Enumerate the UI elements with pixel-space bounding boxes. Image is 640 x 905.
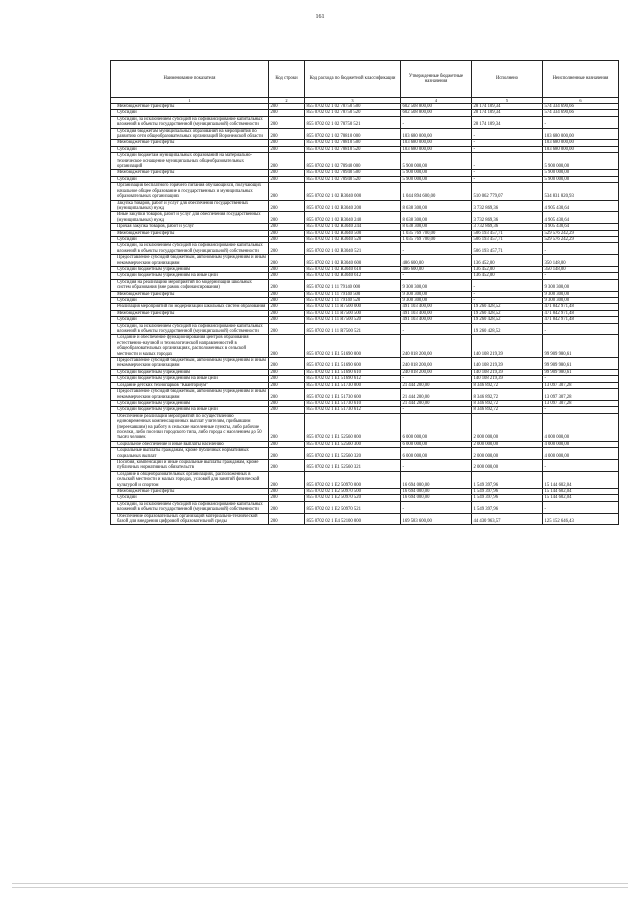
cell-name: Субсидии, за исключением субсидий на софинансирование капитальных вложений в объекты государственной (муниципальной) собственности [111,116,269,128]
cell-unexecuted: 5 900 000,00 [543,153,619,170]
cell-unexecuted: 15 144 602,04 [543,495,619,501]
cell-unexecuted: - [543,501,619,513]
cell-executed: 140 108 219,39 [472,376,543,382]
cell-row-code: 200 [269,200,305,212]
cell-budget-code: 855 0702 02 1 11 R7500 000 [305,304,401,310]
cell-name: Прочая закупка товаров, работ и услуг [111,224,269,230]
cell-approved: - [401,243,472,255]
cell-approved: 8 638 300,00 [401,200,472,212]
cell-approved: 103 680 000,00 [401,128,472,140]
cell-name: Субсидии [111,110,269,116]
budget-execution-table [110,60,619,525]
cell-executed: 136 452,00 [472,273,543,279]
cell-name: Предоставление субсидий бюджетным, автономным учреждениям и иным некоммерческим организациям [111,389,269,401]
cell-executed: 3 732 869,36 [472,212,543,224]
cell-executed: 1 549 397,96 [472,495,543,501]
cell-budget-code: 855 0702 02 1 02 78750 521 [305,116,401,128]
cell-approved: 6 000 000,00 [401,441,472,447]
cell-name: Межбюджетные трансферты [111,291,269,297]
cell-name: Межбюджетные трансферты [111,104,269,110]
cell-approved: 491 103 400,00 [401,310,472,316]
cell-approved: 103 680 000,00 [401,140,472,146]
cell-row-code: 200 [269,376,305,382]
cell-executed: 2 000 000,00 [472,459,543,471]
cell-unexecuted: 574 334 690,66 [543,104,619,110]
cell-name: Межбюджетные трансферты [111,140,269,146]
cell-row-code: 200 [269,400,305,406]
cell-executed: 19 260 428,52 [472,323,543,335]
cell-executed: 1 549 397,96 [472,489,543,495]
cell-unexecuted: 529 576 242,29 [543,236,619,242]
cell-name: Субсидии [111,236,269,242]
cell-name: Субсидии, за исключением субсидий на софинансирование капитальных вложений в объекты государственной (муниципальной) собственности [111,501,269,513]
cell-budget-code: 855 0702 02 1 02 78750 500 [305,104,401,110]
cell-budget-code: 855 0702 02 1 E1 52560 000 [305,413,401,441]
cell-budget-code: 855 0702 02 1 02 R3040 521 [305,243,401,255]
table-row [111,243,619,255]
cell-name: Субсидии, за исключением субсидий на софинансирование капитальных вложений в объекты государственной (муниципальной) собственности [111,323,269,335]
cell-unexecuted: 15 144 602,04 [543,471,619,488]
cell-row-code: 200 [269,513,305,525]
table-row [111,459,619,471]
cell-budget-code: 855 0702 02 1 E2 50970 000 [305,471,401,488]
cell-executed: 1 549 397,96 [472,501,543,513]
cell-name: Субсидии бюджетным учреждениям [111,369,269,375]
cell-approved: - [401,116,472,128]
cell-approved: 16 694 000,00 [401,471,472,488]
cell-row-code: 200 [269,441,305,447]
cell-executed: 2 000 000,00 [472,441,543,447]
cell-approved: 9 300 300,00 [401,279,472,291]
cell-row-code: 200 [269,291,305,297]
table-body [111,104,619,525]
cell-budget-code: 855 0702 02 1 11 79140 520 [305,298,401,304]
table-row [111,448,619,460]
cell-unexecuted: - [543,323,619,335]
cell-approved: 1 044 894 600,00 [401,183,472,200]
cell-budget-code: 855 0702 02 1 E1 51690 000 [305,335,401,358]
cell-name: Субсидии бюджетным учреждениям на иные цели [111,407,269,413]
table-row [111,153,619,170]
cell-executed: 28 174 109,34 [472,116,543,128]
column-number: 6 [543,98,619,104]
cell-unexecuted: 4 905 430,64 [543,224,619,230]
cell-row-code: 200 [269,471,305,488]
column-header-row-code: Код строки [269,61,305,98]
cell-unexecuted: - [543,243,619,255]
cell-approved: 21 444 200,00 [401,382,472,388]
column-number: 5 [472,98,543,104]
cell-budget-code: 855 0702 02 1 02 78810 500 [305,140,401,146]
cell-executed: 8 346 892,72 [472,382,543,388]
cell-unexecuted: 9 300 300,00 [543,298,619,304]
cell-row-code: 200 [269,146,305,152]
cell-name: Субсидии [111,146,269,152]
column-header-unexecuted: Неисполненные назначения [543,61,619,98]
table-row [111,128,619,140]
cell-row-code: 200 [269,495,305,501]
cell-approved: 491 103 400,00 [401,317,472,323]
cell-approved: 1 035 769 700,00 [401,230,472,236]
cell-row-code: 200 [269,140,305,146]
cell-row-code: 200 [269,389,305,401]
cell-executed: 28 174 109,34 [472,104,543,110]
cell-row-code: 200 [269,128,305,140]
cell-executed: 2 000 000,00 [472,448,543,460]
cell-unexecuted: 103 680 000,00 [543,146,619,152]
cell-approved: - [401,376,472,382]
cell-unexecuted: 9 300 300,00 [543,279,619,291]
cell-executed: - [472,170,543,176]
cell-name: Межбюджетные трансферты [111,489,269,495]
cell-budget-code: 855 0702 02 1 E4 52100 000 [305,513,401,525]
cell-unexecuted: 471 842 971,48 [543,304,619,310]
cell-row-code: 200 [269,382,305,388]
cell-row-code: 200 [269,448,305,460]
cell-unexecuted: 5 900 000,00 [543,176,619,182]
cell-budget-code: 855 0702 02 1 E1 52560 320 [305,448,401,460]
cell-name: Создание в общеобразовательных организациях, расположенных в сельской местности и малых городах, условий для занятий физической культурой и спортом [111,471,269,488]
cell-unexecuted: 5 900 000,00 [543,170,619,176]
column-number: 4 [401,98,472,104]
cell-approved: 602 508 800,00 [401,104,472,110]
cell-name: Предоставление субсидий бюджетным, автономным учреждениям и иным некоммерческим организациям [111,358,269,370]
cell-budget-code: 855 0702 02 1 02 78810 000 [305,128,401,140]
column-number: 1 [111,98,269,104]
table-row [111,471,619,488]
cell-budget-code: 855 0702 02 1 02 78810 520 [305,146,401,152]
cell-name: Межбюджетные трансферты [111,230,269,236]
cell-unexecuted: 471 842 971,48 [543,317,619,323]
cell-unexecuted: 99 909 980,61 [543,369,619,375]
cell-unexecuted: 350 148,00 [543,266,619,272]
cell-approved: 240 018 200,00 [401,335,472,358]
cell-budget-code: 855 0702 02 1 E2 50970 521 [305,501,401,513]
cell-executed: 3 732 869,36 [472,200,543,212]
cell-executed: 2 000 000,00 [472,413,543,441]
cell-name: Субсидия на реализацию мероприятий по модернизации школьных систем образования (вне рамок софинансирования) [111,279,269,291]
cell-executed: 19 260 428,52 [472,310,543,316]
cell-executed: - [472,153,543,170]
table-row [111,358,619,370]
cell-executed: 136 452,00 [472,266,543,272]
cell-row-code: 200 [269,335,305,358]
cell-unexecuted: 103 680 000,00 [543,140,619,146]
cell-name: Социальное обеспечение и иные выплаты населению [111,441,269,447]
cell-executed: 8 346 892,72 [472,407,543,413]
cell-executed: 8 346 892,72 [472,389,543,401]
cell-executed: - [472,291,543,297]
cell-unexecuted: 4 905 430,64 [543,212,619,224]
table-row [111,513,619,525]
cell-name: Субсидия бюджетам муниципальных образований на мероприятия по развитию сети общеобразовательных организаций Воронежской области [111,128,269,140]
cell-executed: 140 108 219,39 [472,335,543,358]
cell-name: Создание детских технопарков "Кванториум" [111,382,269,388]
cell-unexecuted: 15 144 602,04 [543,489,619,495]
cell-row-code: 200 [269,304,305,310]
table-row [111,413,619,441]
cell-approved: - [401,459,472,471]
cell-row-code: 200 [269,183,305,200]
cell-row-code: 200 [269,153,305,170]
cell-unexecuted: 99 909 980,61 [543,358,619,370]
cell-name: Субсидии бюджетным учреждениям [111,400,269,406]
column-header-executed: Исполнено [472,61,543,98]
cell-budget-code: 855 0702 02 1 11 R7500 521 [305,323,401,335]
table-row [111,116,619,128]
cell-approved: 103 680 000,00 [401,146,472,152]
cell-row-code: 200 [269,255,305,267]
column-header-approved: Утвержденные бюджетные назначения [401,61,472,98]
cell-name: Субсидии бюджетам муниципальных образований на материально-техническое оснащение муниципальных общеобразовательных организаций [111,153,269,170]
cell-row-code: 200 [269,230,305,236]
cell-approved: 5 900 000,00 [401,176,472,182]
cell-approved: - [401,407,472,413]
cell-executed: - [472,128,543,140]
table-header [111,61,619,104]
column-header-budget-code: Код расхода по бюджетной классификации [305,61,401,98]
cell-approved: 5 900 000,00 [401,170,472,176]
cell-name: Субсидии бюджетным учреждениям на иные цели [111,273,269,279]
cell-unexecuted: 4 000 000,00 [543,448,619,460]
cell-budget-code: 855 0702 02 1 11 R7500 500 [305,310,401,316]
cell-approved: 6 000 000,00 [401,413,472,441]
table-row [111,255,619,267]
cell-unexecuted: 4 000 000,00 [543,413,619,441]
cell-executed: - [472,146,543,152]
cell-name: Субсидии [111,298,269,304]
cell-budget-code: 855 0702 02 1 02 78940 500 [305,170,401,176]
cell-executed: - [472,298,543,304]
cell-executed: 140 108 219,39 [472,369,543,375]
cell-budget-code: 855 0702 02 1 02 R3040 500 [305,230,401,236]
table-row [111,279,619,291]
table-row [111,323,619,335]
cell-budget-code: 855 0702 02 1 E1 51730 000 [305,382,401,388]
cell-executed: 3 732 869,36 [472,224,543,230]
cell-approved: 1 035 769 700,00 [401,236,472,242]
cell-name: Иные закупки товаров, работ и услуг для обеспечения государственных (муниципальных) нужд [111,212,269,224]
cell-budget-code: 855 0702 02 1 E1 52560 300 [305,441,401,447]
cell-approved: 8 638 300,00 [401,212,472,224]
cell-row-code: 200 [269,358,305,370]
cell-row-code: 200 [269,369,305,375]
cell-executed: 44 430 963,57 [472,513,543,525]
cell-approved: 240 018 200,00 [401,358,472,370]
cell-budget-code: 855 0702 02 1 E2 50970 500 [305,489,401,495]
cell-approved: - [401,323,472,335]
cell-unexecuted: 471 842 971,48 [543,310,619,316]
footer-divider [12,883,628,884]
cell-budget-code: 855 0702 02 1 E1 51730 612 [305,407,401,413]
cell-budget-code: 855 0702 02 1 02 R3040 200 [305,200,401,212]
cell-approved: 6 000 000,00 [401,448,472,460]
cell-row-code: 200 [269,310,305,316]
cell-approved: 486 600,00 [401,266,472,272]
cell-unexecuted: 4 000 000,00 [543,441,619,447]
cell-unexecuted: 529 576 242,29 [543,230,619,236]
cell-budget-code: 855 0702 02 1 02 R3040 000 [305,183,401,200]
cell-approved: 9 300 300,00 [401,298,472,304]
cell-executed: - [472,279,543,291]
cell-row-code: 200 [269,317,305,323]
cell-name: Межбюджетные трансферты [111,310,269,316]
table-row [111,335,619,358]
cell-name: Обеспечение образовательных организаций материально-технической базой для внедрения цифровой образовательной среды [111,513,269,525]
cell-budget-code: 855 0702 02 1 02 78940 520 [305,176,401,182]
column-number: 3 [305,98,401,104]
cell-executed: 140 108 219,39 [472,358,543,370]
cell-name: Обеспечение реализации мероприятий по осуществлению единовременных компенсационных выплат учителям, прибывшим (переехавшим) на работу в сельские населенные пункты, либо рабочие поселки, либо поселки городского типа, либо города с населением до 50 тысяч человек [111,413,269,441]
cell-budget-code: 855 0702 02 1 02 R3040 520 [305,236,401,242]
cell-name: Субсидии бюджетным учреждениям на иные цели [111,376,269,382]
table-row [111,200,619,212]
cell-name: Субсидии, за исключением субсидий на софинансирование капитальных вложений в объекты государственной (муниципальной) собственности [111,243,269,255]
cell-row-code: 200 [269,273,305,279]
cell-unexecuted: 534 831 820,93 [543,183,619,200]
cell-row-code: 200 [269,266,305,272]
cell-unexecuted: - [543,116,619,128]
cell-approved: 491 103 400,00 [401,304,472,310]
cell-row-code: 200 [269,224,305,230]
cell-budget-code: 855 0702 02 1 E2 50970 520 [305,495,401,501]
cell-budget-code: 855 0702 02 1 02 R3040 612 [305,273,401,279]
cell-budget-code: 855 0702 02 1 E1 51690 610 [305,369,401,375]
cell-row-code: 200 [269,501,305,513]
cell-budget-code: 855 0702 02 1 E1 51730 610 [305,400,401,406]
cell-unexecuted: 13 097 307,28 [543,389,619,401]
cell-approved: - [401,501,472,513]
cell-approved: 240 018 200,00 [401,369,472,375]
cell-executed: - [472,140,543,146]
cell-name: Субсидии [111,176,269,182]
cell-budget-code: 855 0702 02 1 11 R7500 520 [305,317,401,323]
cell-name: Субсидии [111,495,269,501]
cell-budget-code: 855 0702 02 1 02 R3040 600 [305,255,401,267]
table-row [111,501,619,513]
cell-row-code: 200 [269,489,305,495]
cell-row-code: 200 [269,279,305,291]
cell-name: Межбюджетные трансферты [111,170,269,176]
cell-budget-code: 855 0702 02 1 E1 51690 600 [305,358,401,370]
cell-executed: 136 452,00 [472,255,543,267]
cell-budget-code: 855 0702 02 1 11 79140 000 [305,279,401,291]
cell-unexecuted: 9 300 300,00 [543,291,619,297]
cell-approved: 21 444 200,00 [401,389,472,401]
cell-budget-code: 855 0702 02 1 02 78940 000 [305,153,401,170]
cell-executed: 8 346 892,72 [472,400,543,406]
cell-approved: 8 638 300,00 [401,224,472,230]
cell-unexecuted: 13 097 307,28 [543,400,619,406]
cell-unexecuted: - [543,376,619,382]
cell-approved: 21 444 200,00 [401,400,472,406]
cell-approved: 602 508 800,00 [401,110,472,116]
cell-executed: 1 549 397,96 [472,471,543,488]
cell-budget-code: 855 0702 02 1 E1 51730 600 [305,389,401,401]
column-number: 2 [269,98,305,104]
cell-unexecuted: 103 680 000,00 [543,128,619,140]
cell-executed: 506 193 457,71 [472,236,543,242]
cell-budget-code: 855 0702 02 1 E1 51690 612 [305,376,401,382]
page-footer-lines [0,880,640,891]
cell-budget-code: 855 0702 02 1 02 R3040 610 [305,266,401,272]
cell-approved: 16 694 000,00 [401,495,472,501]
page-number: 161 [315,14,325,20]
cell-executed: 19 260 428,52 [472,317,543,323]
cell-name: Субсидии бюджетным учреждениям [111,266,269,272]
cell-approved: 9 300 300,00 [401,291,472,297]
table-row [111,212,619,224]
cell-row-code: 200 [269,413,305,441]
cell-row-code: 200 [269,459,305,471]
cell-unexecuted: - [543,459,619,471]
cell-name: Социальные выплаты гражданам, кроме публичных нормативных социальных выплат [111,448,269,460]
table-row [111,183,619,200]
cell-budget-code: 855 0702 02 1 E1 52560 321 [305,459,401,471]
cell-approved: - [401,273,472,279]
cell-row-code: 200 [269,116,305,128]
cell-executed: 510 062 779,07 [472,183,543,200]
cell-executed: 28 174 109,34 [472,110,543,116]
cell-unexecuted: 574 334 690,66 [543,110,619,116]
cell-name: Создание и обеспечение функционирования центров образования естественно-научной и технологической направленностей в общеобразовательных организациях, расположенных в сельской местности и малых городах [111,335,269,358]
cell-budget-code: 855 0702 02 1 11 79140 500 [305,291,401,297]
cell-budget-code: 855 0702 02 1 02 R3040 240 [305,212,401,224]
cell-row-code: 200 [269,323,305,335]
cell-row-code: 200 [269,110,305,116]
cell-executed: 506 193 457,71 [472,230,543,236]
table-row [111,389,619,401]
cell-budget-code: 855 0702 02 1 02 R3040 244 [305,224,401,230]
cell-name: Организация бесплатного горячего питания обучающихся, получающих начальное общее образование в государственных и муниципальных образовательных организациях [111,183,269,200]
cell-name: Пособия, компенсации и иные социальные выплаты гражданам, кроме публичных нормативных обязательств [111,459,269,471]
cell-name: Закупка товаров, работ и услуг для обеспечения государственных (муниципальных) нужд [111,200,269,212]
cell-name: Субсидии [111,317,269,323]
cell-unexecuted: 13 097 307,28 [543,382,619,388]
cell-approved: 169 583 600,00 [401,513,472,525]
cell-budget-code: 855 0702 02 1 02 78750 520 [305,110,401,116]
cell-unexecuted: 125 152 646,43 [543,513,619,525]
cell-approved: 5 900 000,00 [401,153,472,170]
cell-row-code: 200 [269,212,305,224]
cell-row-code: 200 [269,243,305,255]
cell-name: Реализация мероприятий по модернизации школьных систем образования [111,304,269,310]
cell-executed: - [472,176,543,182]
cell-unexecuted: 350 148,00 [543,255,619,267]
cell-row-code: 200 [269,104,305,110]
cell-row-code: 200 [269,407,305,413]
cell-approved: 486 600,00 [401,255,472,267]
cell-unexecuted: - [543,407,619,413]
cell-executed: 19 260 428,52 [472,304,543,310]
cell-row-code: 200 [269,236,305,242]
cell-unexecuted: 4 905 430,64 [543,200,619,212]
cell-unexecuted: - [543,273,619,279]
cell-unexecuted: 99 909 980,61 [543,335,619,358]
cell-row-code: 200 [269,170,305,176]
cell-approved: 16 694 000,00 [401,489,472,495]
cell-executed: 506 193 457,71 [472,243,543,255]
column-header-name: Наименование показателя [111,61,269,98]
footer-divider [12,887,628,888]
cell-name: Предоставление субсидий бюджетным, автономным учреждениям и иным некоммерческим организациям [111,255,269,267]
cell-row-code: 200 [269,298,305,304]
cell-row-code: 200 [269,176,305,182]
